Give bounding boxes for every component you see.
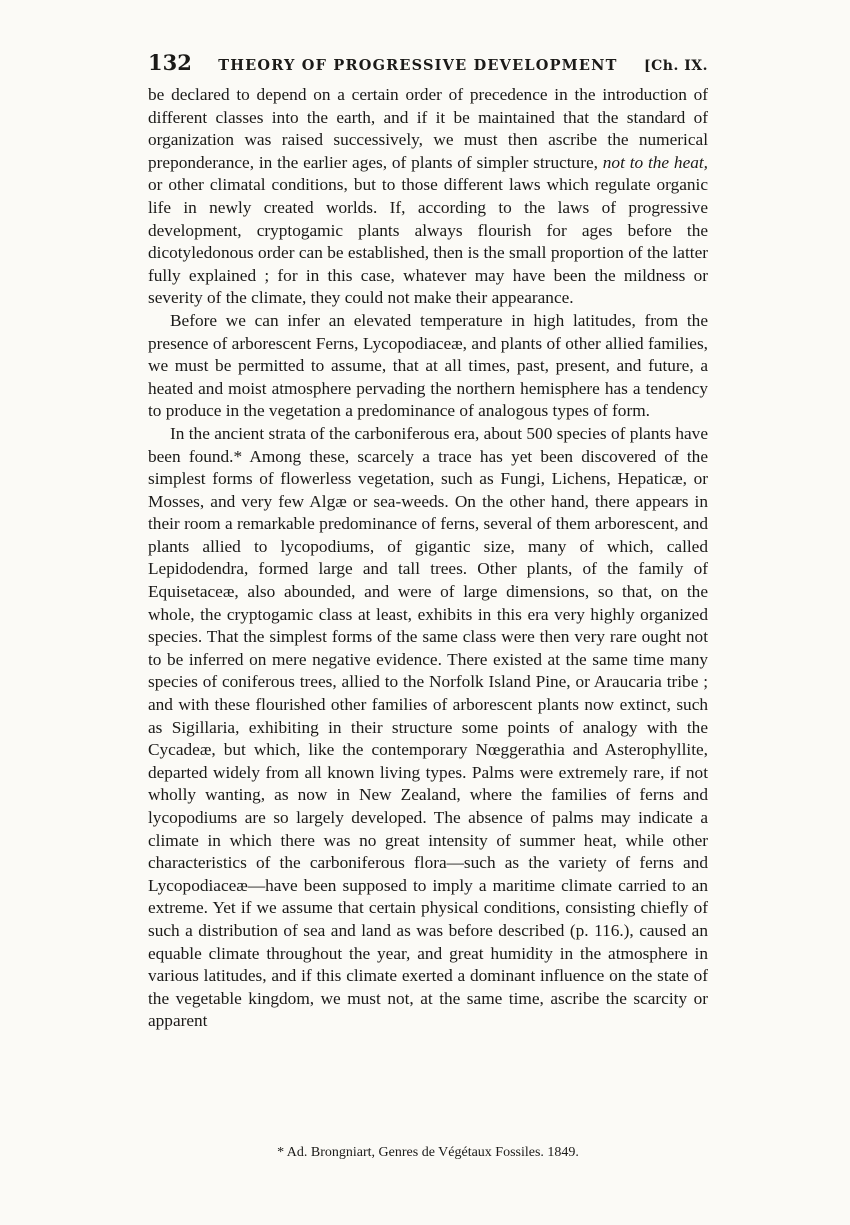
paragraph-1-emphasis: not to the heat, — [602, 152, 708, 172]
paragraph-1 — [148, 84, 708, 310]
paragraph-1-start: be declared to depend on a certain order of precedence in the introduction of different classes into the earth, and if it be maintained that the standard of organization was raised successively, we must then ascribe the numerical preponderance, in the earlier ages, of plants of simpler structure, — [148, 85, 708, 172]
paragraph-2: Before we can infer an elevated temperature in high latitudes, from the presence of arborescent Ferns, Lycopodiaceæ, and plants of other allied families, we must be permitted to assume, that at all times, past, present, and future, a heated and moist atmosphere pervading the northern hemisphere has a tendency to produce in the vegetation a predominance of analogous types of form. — [148, 310, 708, 421]
running-head — [148, 50, 708, 84]
page-number: 132 — [148, 50, 192, 75]
chapter-mark: [Ch. IX. — [644, 58, 708, 74]
body-text — [148, 84, 708, 1033]
paragraph-1-end: or other climatal conditions, but to those different laws which regulate organic life in newly created worlds. If, according to the laws of progressive development, cryptogamic plants always flourish for ages before the dicotyledonous order can be established, then is the small proportion of the latter fully explained ; for in this case, whatever may have been the mildness or severity of the climate, they could not make their appearance. — [148, 175, 708, 308]
footnote: * Ad. Brongniart, Genres de Végétaux Fossiles. 1849. — [277, 1145, 579, 1160]
running-title: THEORY OF PROGRESSIVE DEVELOPMENT — [218, 57, 618, 74]
book-page — [148, 50, 708, 1033]
paragraph-3: In the ancient strata of the carboniferous era, about 500 species of plants have been found.* Among these, scarcely a trace has yet been discovered of the simplest forms of flowerless vegetation, such as Fungi, Lichens, Hepaticæ, or Mosses, and very few Algæ or sea-weeds. On the other hand, there appears in their room a remarkable predominance of ferns, several of them arborescent, and plants allied to lycopodiums, of gigantic size, many of which, called Lepidodendra, formed large and tall trees. Other plants, of the family of Equisetaceæ, also abounded, and were of large dimensions, so that, on the whole, the cryptogamic class at least, exhibits in this era very highly organized species. That the simplest forms of the same class were then very rare ought not to be inferred on mere negative evidence. There existed at the same time many species of coniferous trees, allied to the Norfolk Island Pine, or Araucaria tribe ; and with these flourished other families of arborescent plants now extinct, such as Sigillaria, exhibiting in their structure some points of analogy with the Cycadeæ, but which, like the contemporary Nœggerathia and Asterophyllite, departed widely from all known living types. Palms were extremely rare, if not wholly wanting, as now in New Zealand, where the families of ferns and lycopodiums are so largely developed. The absence of palms may indicate a climate in which there was no great intensity of summer heat, while other characteristics of the carboniferous flora—such as the variety of ferns and Lycopodiaceæ—have been supposed to imply a maritime climate carried to an extreme. Yet if we assume that certain physical conditions, consisting chiefly of such a distribution of sea and land as was before described (p. 116.), caused an equable climate throughout the year, and great humidity in the atmosphere in various latitudes, and if this climate exerted a dominant influence on the state of the vegetable kingdom, we must not, at the same time, ascribe the scarcity or apparent — [148, 423, 708, 1031]
